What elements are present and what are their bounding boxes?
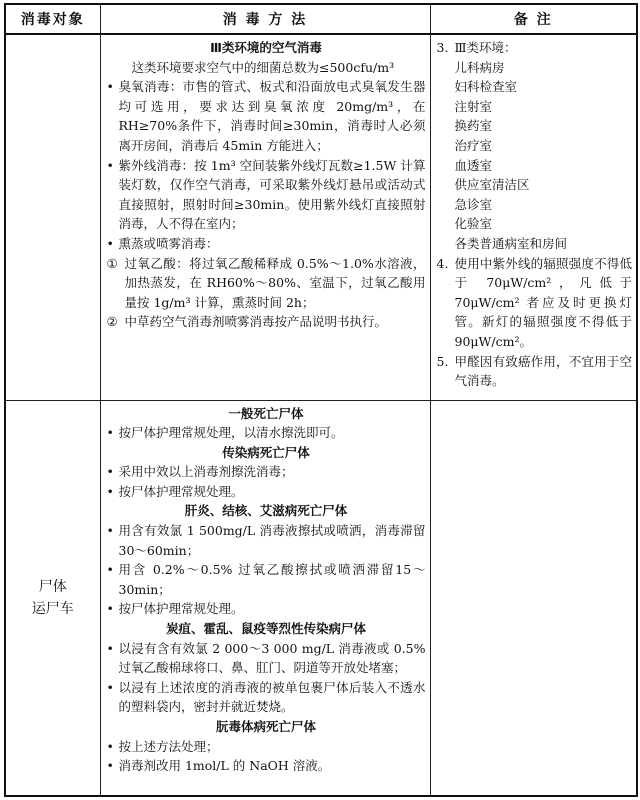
section-heading: Ⅲ类环境的空气消毒 bbox=[210, 40, 322, 55]
list-item: ② 中草药空气消毒剂喷雾消毒按产品说明书执行。 bbox=[106, 314, 388, 330]
intro-text: 这类环境要求空气中的细菌总数为≤500cfu/m³ bbox=[131, 59, 395, 75]
note-5: 5. 甲醛因有致癌作用，不宜用于空气消毒。 bbox=[436, 353, 632, 389]
method-cell-corpse bbox=[100, 400, 430, 796]
list-item: ① 过氧乙酸：将过氧乙酸稀释成 0.5%～1.0%水溶液，加热蒸发，在 RH60%～80%、室温下，过氧乙酸用量按 1g/m³ 计算，熏蒸时间 2h； bbox=[106, 255, 426, 310]
note-3: 3. Ⅲ类环境： bbox=[436, 40, 517, 55]
note-4: 4. 使用中紫外线的辐照强度不得低于 70μW/cm²，凡低于 70μW/cm² 者应及时更换灯管。新灯的辐照强度不得低于 90μW/cm²。 bbox=[436, 255, 632, 349]
method-cell-air bbox=[100, 34, 430, 400]
list-item: • 臭氧消毒：市售的管式、板式和沿面放电式臭氧发生器均可选用，要求达到臭氧浓度 20mg/m³，在 RH≥70%条件下，消毒时间≥30min，消毒时人必须离开房间，消毒后 45min 方能进入； bbox=[106, 79, 426, 153]
table-row-corpse bbox=[5, 400, 637, 796]
section-heading: 一般死亡尸体 bbox=[228, 405, 304, 421]
list-item: 血透室 bbox=[454, 157, 493, 173]
list-item: • 以浸有含有效氯 2 000～3 000 mg/L 消毒液或 0.5%过氧乙酸棉球将口、鼻、肛门、阴道等开放处堵塞； bbox=[106, 640, 426, 676]
section-heading: 炭疽、霍乱、鼠疫等烈性传染病尸体 bbox=[165, 621, 366, 637]
list-item: • 按尸体护理常规处理，以清水擦洗即可。 bbox=[106, 425, 344, 441]
header-object: 消毒对象 bbox=[5, 4, 100, 34]
note-3-list bbox=[437, 58, 633, 254]
list-item: • 按上述方法处理； bbox=[106, 738, 219, 754]
list-item: 注射室 bbox=[454, 98, 493, 114]
header-notes: 备 注 bbox=[430, 4, 637, 34]
section-heading: 传染病死亡尸体 bbox=[222, 444, 310, 460]
header-method: 消 毒 方 法 bbox=[100, 4, 430, 34]
list-item: 供应室清洁区 bbox=[454, 177, 530, 193]
notes-cell bbox=[430, 34, 637, 400]
list-item: 各类普通病室和房间 bbox=[454, 235, 568, 251]
list-item: • 以浸有上述浓度的消毒液的被单包裹尸体后装入不透水的塑料袋内，密封并就近焚烧。 bbox=[106, 679, 426, 715]
list-item: 儿科病房 bbox=[454, 59, 505, 75]
object-cell-empty bbox=[5, 34, 100, 400]
table-header-row bbox=[5, 4, 637, 34]
list-item: • 用含 0.2%～0.5% 过氧乙酸擦拭或喷洒滞留15～30min； bbox=[106, 562, 426, 597]
list-item: 急诊室 bbox=[454, 196, 493, 212]
list-item: • 按尸体护理常规处理。 bbox=[106, 601, 244, 617]
disinfection-table bbox=[4, 3, 638, 797]
list-item: • 熏蒸或喷雾消毒： bbox=[106, 235, 219, 251]
list-item: • 用含有效氯 1 500mg/L 消毒液擦拭或喷洒，消毒滞留 30～60min； bbox=[106, 523, 426, 558]
section-heading: 朊毒体病死亡尸体 bbox=[215, 719, 316, 734]
list-item: • 紫外线消毒：按 1m³ 空间装紫外线灯瓦数≥1.5W 计算装灯数，仅作空气消毒，可采取紫外线灯悬吊或活动式直接照射，照射时间≥30min。使用紫外线灯直接照射消毒，人不得在室内； bbox=[106, 157, 426, 232]
list-item: • 按尸体护理常规处理。 bbox=[106, 483, 244, 499]
section-heading: 肝炎、结核、艾滋病死亡尸体 bbox=[184, 503, 348, 519]
list-item: • 消毒剂改用 1mol/L 的 NaOH 溶液。 bbox=[106, 758, 331, 774]
list-item: 化验室 bbox=[454, 216, 493, 232]
list-item: 换药室 bbox=[454, 118, 493, 134]
object-label-hearse: 运尸车 bbox=[31, 600, 74, 617]
notes-cell-empty bbox=[430, 400, 637, 796]
list-item: • 采用中效以上消毒剂擦洗消毒； bbox=[106, 464, 294, 480]
list-item: 治疗室 bbox=[454, 137, 493, 153]
list-item: 妇科检查室 bbox=[454, 79, 518, 95]
object-label-corpse: 尸体 bbox=[38, 578, 67, 595]
object-cell-corpse bbox=[5, 400, 100, 796]
table-row-air-class3 bbox=[5, 34, 637, 400]
